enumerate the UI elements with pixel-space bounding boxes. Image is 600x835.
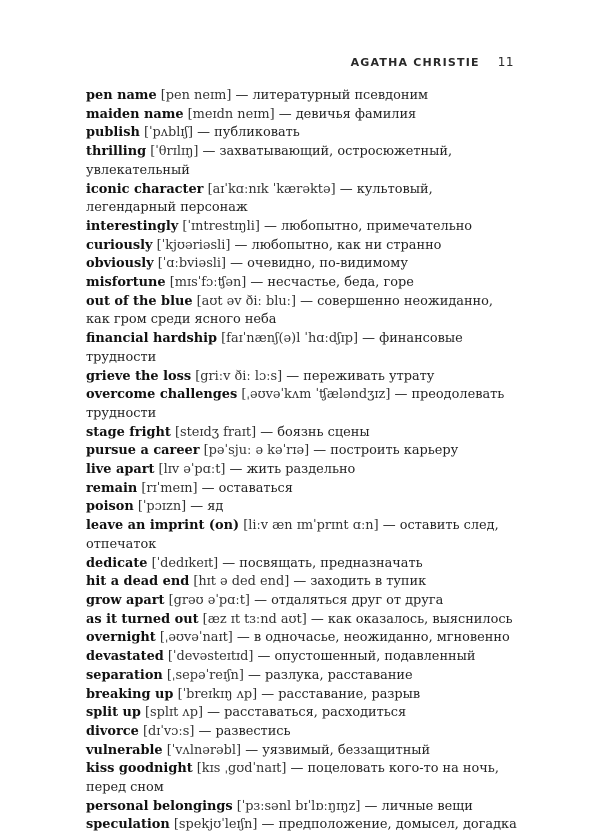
vocabulary-term: split up: [86, 705, 141, 721]
vocabulary-translation: разлука, расставание: [265, 667, 413, 683]
vocabulary-translation: развестись: [215, 723, 291, 739]
vocabulary-entry: pursue a career [pəˈsjuː ə kəˈrɪə] — построить карьеру: [86, 443, 459, 459]
vocabulary-translation: культовый, легендарный персонаж: [86, 181, 433, 216]
vocabulary-term: hit a dead end: [86, 574, 190, 590]
vocabulary-translation: любопытно, примечательно: [280, 218, 473, 234]
vocabulary-term: interestingly: [86, 218, 179, 234]
vocabulary-term: dedicate: [86, 555, 148, 571]
running-head: [351, 55, 514, 69]
vocabulary-translation: построить карьеру: [330, 443, 459, 459]
vocabulary-entry: out of the blue [aʊt əv ðiː bluː] — совершенно неожиданно, как гром среди ясного неба: [86, 293, 493, 328]
vocabulary-translation: девичья фамилия: [295, 106, 417, 122]
vocabulary-translation: боязнь сцены: [277, 424, 370, 440]
vocabulary-term: vulnerable: [86, 742, 163, 758]
vocabulary-translation: совершенно неожиданно, как гром среди ясного неба: [86, 293, 493, 328]
vocabulary-translation: жить раздельно: [246, 462, 356, 478]
vocabulary-term: pen name: [86, 88, 157, 103]
vocabulary-transcription: [ˈpɜːsənl bɪˈlɒːŋɪŋz]: [236, 798, 361, 814]
vocabulary-entry: grow apart [grəʊ əˈpɑːt] — отдаляться друг от друга: [86, 592, 444, 608]
vocabulary-translation: литературный псевдоним: [252, 88, 429, 103]
vocabulary-translation: опустошенный, подавленный: [274, 649, 476, 665]
vocabulary-term: out of the blue: [86, 293, 193, 309]
vocabulary-term: speculation: [86, 817, 170, 833]
vocabulary-entry: devastated [ˈdevəsteɪtɪd] — опустошенный, подавленный: [86, 649, 476, 665]
vocabulary-entry: maiden name [meɪdn neɪm] — девичья фамилия: [86, 106, 417, 122]
vocabulary-entry: breaking up [ˈbreɪkɪŋ ʌp] — расставание, разрыв: [86, 686, 421, 702]
vocabulary-translation: поцеловать кого-то на ночь, перед сном: [86, 761, 499, 796]
vocabulary-transcription: [ˈbreɪkɪŋ ʌp]: [177, 686, 258, 702]
vocabulary-transcription: [steɪdʒ fraɪt]: [174, 424, 257, 440]
vocabulary-entry: divorce [dɪˈvɔːs] — развестись: [86, 723, 291, 739]
vocabulary-transcription: [mɪsˈfɔːʧən]: [169, 275, 247, 291]
vocabulary-entry: separation [ˌsepəˈreɪʃn] — разлука, расставание: [86, 667, 413, 683]
vocabulary-translation: публиковать: [214, 125, 300, 141]
vocabulary-term: overcome challenges: [86, 387, 238, 403]
vocabulary-term: poison: [86, 499, 134, 515]
vocabulary-transcription: [ˈdedɪkeɪt]: [151, 555, 219, 571]
vocabulary-term: divorce: [86, 723, 139, 739]
vocabulary-transcription: [splɪt ʌp]: [145, 705, 203, 721]
vocabulary-term: devastated: [86, 649, 164, 665]
vocabulary-entry: kiss goodnight [kɪs ˌgʊdˈnaɪt] — поцеловать кого-то на ночь, перед сном: [86, 761, 499, 796]
vocabulary-translation: расставаться, расходиться: [224, 705, 407, 721]
vocabulary-transcription: [ˌəʊvəˈnaɪt]: [159, 630, 233, 646]
vocabulary-entry: speculation [spekjʊˈleɪʃn] — предположение, домысел, догадка: [86, 817, 517, 833]
vocabulary-term: publish: [86, 125, 140, 141]
vocabulary-term: thrilling: [86, 144, 147, 160]
vocabulary-entry: live apart [lɪv əˈpɑːt] — жить раздельно: [86, 462, 356, 478]
vocabulary-entry: poison [ˈpɔɪzn] — яд: [86, 499, 224, 515]
vocabulary-transcription: [lɪv əˈpɑːt]: [158, 462, 226, 478]
vocabulary-term: remain: [86, 480, 138, 496]
vocabulary-translation: яд: [207, 499, 224, 515]
vocabulary-translation: отдаляться друг от друга: [271, 592, 444, 608]
vocabulary-term: as it turned out: [86, 611, 199, 627]
vocabulary-transcription: [pen neɪm]: [160, 88, 232, 103]
vocabulary-term: leave an imprint (on): [86, 518, 240, 534]
vocabulary-translation: в одночасье, неожиданно, мгновенно: [253, 630, 510, 646]
vocabulary-entry: misfortune [mɪsˈfɔːʧən] — несчастье, беда, горе: [86, 275, 414, 291]
vocabulary-entry: publish [ˈpʌblɪʃ] — публиковать: [86, 125, 300, 141]
vocabulary-translation: посвящать, предназначать: [239, 555, 423, 571]
page-number: 11: [497, 55, 514, 69]
vocabulary-entry: iconic character [aɪˈkɑːnɪk ˈkærəktə] — культовый, легендарный персонаж: [86, 181, 433, 216]
vocabulary-term: pursue a career: [86, 443, 200, 459]
vocabulary-entry: as it turned out [æz ɪt tɜːnd aʊt] — как оказалось, выяснилось: [86, 611, 513, 627]
vocabulary-entry: stage fright [steɪdʒ fraɪt] — боязнь сцены: [86, 424, 370, 440]
vocabulary-transcription: [grəʊ əˈpɑːt]: [168, 592, 250, 608]
running-head-author: AGATHA CHRISTIE: [350, 56, 480, 69]
vocabulary-entry: thrilling [ˈθrɪlɪŋ] — захватывающий, остросюжетный, увлекательный: [86, 144, 453, 178]
vocabulary-transcription: [ˈpɔɪzn]: [137, 499, 187, 515]
vocabulary-entry: grieve the loss [griːv ðiː lɔːs] — переживать утрату: [86, 368, 435, 384]
vocabulary-translation: как оказалось, выяснилось: [327, 611, 513, 627]
vocabulary-entry: interestingly [ˈɪntrestɪŋli] — любопытно, примечательно: [86, 218, 473, 234]
vocabulary-transcription: [pəˈsjuː ə kəˈrɪə]: [203, 443, 310, 459]
vocabulary-translation: оставаться: [218, 480, 293, 496]
vocabulary-entry: personal belongings [ˈpɜːsənl bɪˈlɒːŋɪŋz] — личные вещи: [86, 798, 473, 814]
vocabulary-transcription: [ˈdevəsteɪtɪd]: [167, 649, 254, 665]
vocabulary-entry: pen name [pen neɪm] — литературный псевдоним: [86, 88, 429, 103]
vocabulary-term: stage fright: [86, 424, 171, 440]
vocabulary-transcription: [ˈɪntrestɪŋli]: [182, 218, 260, 234]
vocabulary-transcription: [ˈvʌlnərəbl]: [166, 742, 242, 758]
vocabulary-term: iconic character: [86, 181, 204, 197]
vocabulary-translation: преодолевать трудности: [86, 387, 505, 421]
vocabulary-entry: overnight [ˌəʊvəˈnaɪt] — в одночасье, неожиданно, мгновенно: [86, 630, 510, 646]
vocabulary-translation: личные вещи: [381, 798, 473, 814]
vocabulary-list: [86, 87, 520, 835]
vocabulary-translation: уязвимый, беззащитный: [262, 742, 431, 758]
vocabulary-transcription: [liːv æn ɪmˈprɪnt ɑːn]: [243, 518, 379, 534]
vocabulary-term: live apart: [86, 462, 155, 478]
vocabulary-entry: overcome challenges [ˌəʊvəˈkʌm ˈʧæləndʒɪz] — преодолевать трудности: [86, 387, 505, 421]
vocabulary-translation: несчастье, беда, горе: [267, 275, 414, 291]
vocabulary-entry: curiously [ˈkjʊəriəsli] — любопытно, как ни странно: [86, 237, 442, 253]
vocabulary-term: grieve the loss: [86, 368, 192, 384]
vocabulary-entry: dedicate [ˈdedɪkeɪt] — посвящать, предназначать: [86, 555, 423, 571]
vocabulary-entry: hit a dead end [hɪt ə ded end] — заходить в тупик: [86, 574, 427, 590]
vocabulary-translation: предположение, домысел, догадка: [278, 817, 517, 833]
vocabulary-transcription: [faɪˈnænʃ(ə)l ˈhɑːdʃɪp]: [221, 331, 359, 347]
vocabulary-entry: financial hardship [faɪˈnænʃ(ə)l ˈhɑːdʃɪp] — финансовые трудности: [86, 331, 463, 365]
vocabulary-transcription: [æz ɪt tɜːnd aʊt]: [202, 611, 307, 627]
vocabulary-term: overnight: [86, 630, 156, 646]
vocabulary-entry: split up [splɪt ʌp] — расставаться, расходиться: [86, 705, 407, 721]
vocabulary-term: obviously: [86, 256, 154, 272]
vocabulary-term: maiden name: [86, 106, 184, 122]
vocabulary-term: financial hardship: [86, 331, 218, 347]
vocabulary-term: curiously: [86, 237, 153, 253]
vocabulary-transcription: [ˈpʌblɪʃ]: [143, 125, 194, 141]
vocabulary-term: personal belongings: [86, 798, 233, 814]
vocabulary-term: misfortune: [86, 275, 166, 291]
vocabulary-term: grow apart: [86, 592, 165, 608]
vocabulary-term: separation: [86, 667, 163, 683]
vocabulary-translation: оставить след, отпечаток: [86, 518, 499, 552]
vocabulary-entry: leave an imprint (on) [liːv æn ɪmˈprɪnt ɑːn] — оставить след, отпечаток: [86, 518, 499, 552]
vocabulary-transcription: [ˌəʊvəˈkʌm ˈʧæləndʒɪz]: [241, 387, 391, 403]
vocabulary-transcription: [kɪs ˌgʊdˈnaɪt]: [196, 761, 287, 777]
vocabulary-transcription: [ˈɑːbviəsli]: [157, 256, 227, 272]
vocabulary-entry: obviously [ˈɑːbviəsli] — очевидно, по-видимому: [86, 256, 408, 272]
vocabulary-transcription: [aʊt əv ðiː bluː]: [196, 293, 297, 309]
vocabulary-transcription: [rɪˈmeɪn]: [141, 480, 198, 496]
vocabulary-translation: любопытно, как ни странно: [251, 237, 442, 253]
vocabulary-translation: расставание, разрыв: [278, 686, 421, 702]
vocabulary-translation: финансовые трудности: [86, 331, 463, 365]
vocabulary-transcription: [ˌsepəˈreɪʃn]: [166, 667, 244, 683]
vocabulary-transcription: [ˈθrɪlɪŋ]: [150, 144, 199, 160]
vocabulary-transcription: [spekjʊˈleɪʃn]: [173, 817, 258, 833]
vocabulary-transcription: [hɪt ə ded end]: [193, 574, 290, 590]
vocabulary-term: breaking up: [86, 686, 174, 702]
vocabulary-transcription: [griːv ðiː lɔːs]: [195, 368, 283, 384]
vocabulary-entry: vulnerable [ˈvʌlnərəbl] — уязвимый, беззащитный: [86, 742, 431, 758]
vocabulary-translation: очевидно, по-видимому: [247, 256, 408, 272]
vocabulary-translation: захватывающий, остросюжетный, увлекательный: [86, 144, 453, 178]
vocabulary-translation: переживать утрату: [303, 368, 435, 384]
vocabulary-entry: remain [rɪˈmeɪn] — оставаться: [86, 480, 293, 496]
vocabulary-transcription: [ˈkjʊəriəsli]: [156, 237, 231, 253]
vocabulary-transcription: [meɪdn neɪm]: [187, 106, 275, 122]
vocabulary-transcription: [aɪˈkɑːnɪk ˈkærəktə]: [207, 181, 336, 197]
vocabulary-transcription: [dɪˈvɔːs]: [142, 723, 195, 739]
vocabulary-translation: заходить в тупик: [310, 574, 427, 590]
vocabulary-term: kiss goodnight: [86, 761, 193, 777]
